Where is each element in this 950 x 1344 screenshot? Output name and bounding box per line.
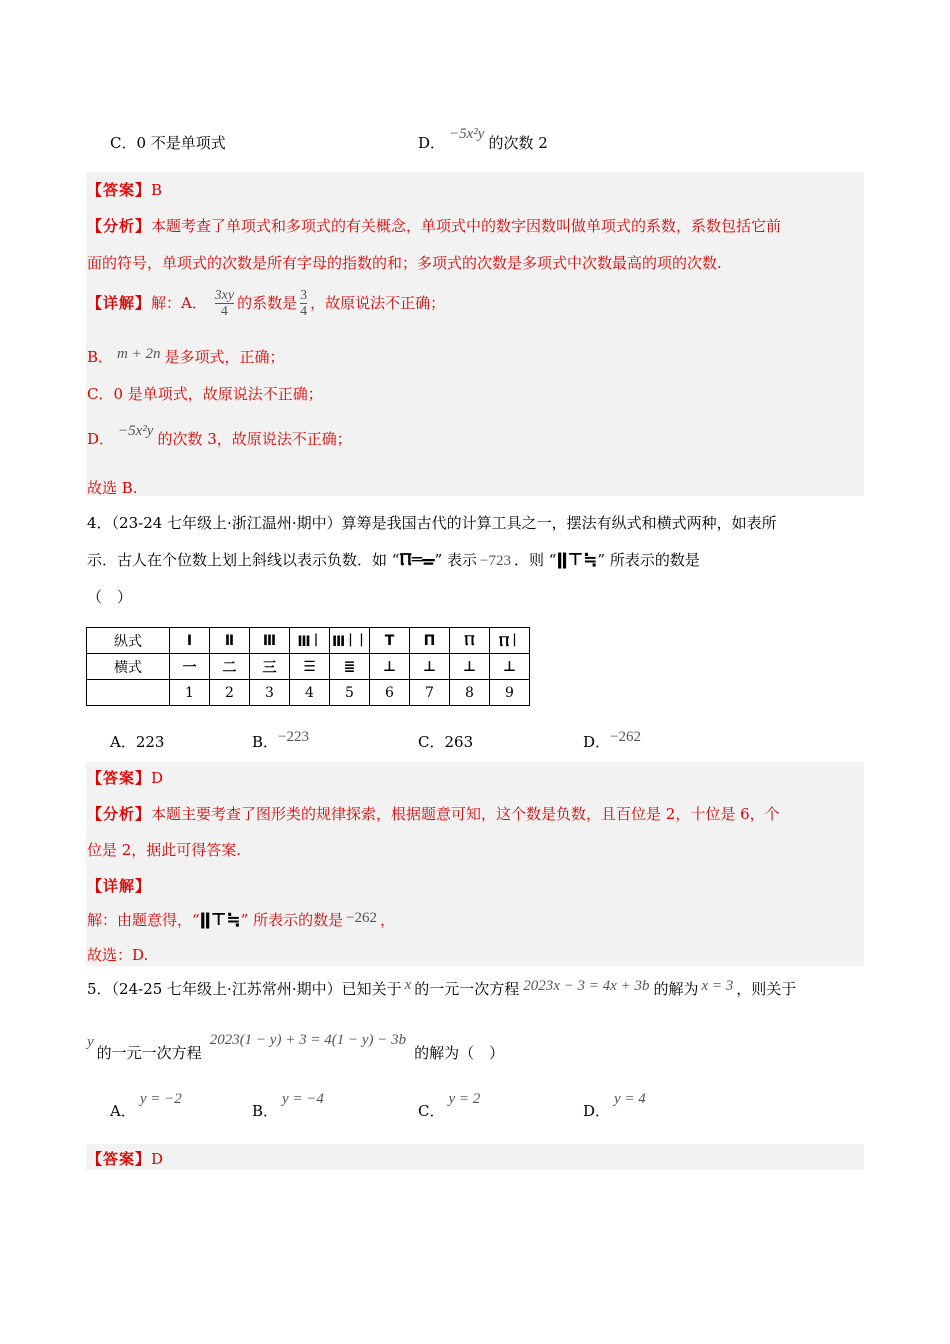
detail-line-b (87, 346, 285, 367)
table-cell: 三 (250, 654, 290, 680)
math-expr: m + 2n (117, 346, 161, 362)
row-label: 横式 (87, 654, 170, 680)
table-cell: ⊥ (490, 654, 530, 680)
analysis-text: 本题主要考查了图形类的规律探索，根据题意可知，这个数是负数，且百位是 2，十位是 6，个 (151, 805, 780, 823)
table-cell: 2 (210, 680, 250, 706)
answer-box-q5 (86, 1144, 864, 1170)
option-label: B． (252, 733, 279, 751)
detail-tag-line (87, 875, 151, 896)
q4-option-a (110, 731, 164, 752)
table-cell: ⊥ (370, 654, 410, 680)
option-label: A． (110, 733, 136, 751)
math-var: y (87, 1034, 94, 1050)
stem-text: 示．古人在个位数上划上斜线以表示负数．如 “ (87, 551, 400, 569)
detail-text: 的次数 3，故原说法不正确； (157, 430, 352, 448)
fraction-3xy-over-4 (215, 288, 234, 320)
answer-value: D (151, 1150, 164, 1168)
q4-stem-line-3: （ ） (87, 588, 133, 606)
answer-value: D (151, 769, 164, 787)
table-row-horizontal (87, 654, 530, 680)
option-label: B． (252, 1102, 279, 1120)
table-cell: Ⅲ (250, 628, 290, 654)
math-expr: −5x²y (449, 126, 485, 142)
table-cell: 9 (490, 680, 530, 706)
option-label: B． (87, 348, 114, 366)
option-value: 223 (135, 733, 165, 751)
option-value: y = −4 (282, 1091, 324, 1107)
table-cell: ⊥ (450, 654, 490, 680)
analysis-tag: 【分析】 (87, 217, 152, 235)
analysis-line-2: 位是 2，据此可得答案. (87, 841, 242, 859)
math-number: −723 (480, 553, 511, 569)
stem-text: ．则 “ (514, 551, 557, 569)
q4-stem-line-1: 4．（23-24 七年级上·浙江温州·期中）算筹是我国古代的计算工具之一，摆法有纵式和横式两种，如表所 (87, 514, 777, 532)
answer-line (87, 179, 162, 200)
option-label: C． (418, 1102, 445, 1120)
table-cell: 3 (250, 680, 290, 706)
answer-value: B (151, 181, 163, 199)
option-value: 263 (444, 733, 474, 751)
q4-option-d (583, 731, 641, 752)
option-label: A． (110, 1102, 136, 1120)
analysis-text: 本题考查了单项式和多项式的有关概念，单项式中的数字因数叫做单项式的系数，系数包括它前 (151, 217, 782, 235)
detail-text: 解：A． (151, 293, 207, 312)
stem-text: ” 表示 (434, 551, 478, 569)
detail-text: 是多项式，正确； (164, 348, 285, 366)
q5-option-b (252, 1091, 324, 1121)
detail-text: 解：由题意得，“ (87, 911, 200, 929)
option-value: y = 2 (448, 1091, 481, 1107)
table-cell: ≣ (330, 654, 370, 680)
table-cell: 6 (370, 680, 410, 706)
math-expr: −5x²y (118, 423, 154, 439)
option-value: y = 4 (614, 1091, 646, 1107)
option-value: −262 (610, 729, 641, 745)
table-cell: Ⅱ (210, 628, 250, 654)
q4-option-b (252, 731, 309, 752)
q3-option-d (418, 126, 548, 153)
stem-text: 的解为（ ） (414, 1044, 505, 1062)
table-cell: Ⅲ꒐꒐ (330, 628, 370, 654)
q5-option-d (583, 1091, 646, 1121)
q5-stem-line-1 (87, 978, 796, 999)
counting-rod-example: Ⲡ═ᚚ (399, 550, 435, 570)
option-label: D． (583, 733, 611, 751)
math-number: −262 (346, 910, 378, 926)
option-text: 的次数 2 (488, 134, 548, 152)
detail-text: ” 所表示的数是 (240, 911, 344, 929)
q4-option-c (418, 731, 473, 752)
analysis-line-1 (87, 803, 780, 824)
table-cell: 8 (450, 680, 490, 706)
counting-rod-question: ǁ⊤≒ (556, 550, 598, 570)
answer-tag: 【答案】 (87, 1150, 152, 1168)
answer-tag: 【答案】 (87, 181, 152, 199)
detail-line-d (87, 423, 352, 449)
conclusion: 故选：D. (87, 946, 149, 964)
detail-line (87, 909, 395, 930)
table-cell: 1 (170, 680, 210, 706)
conclusion: 故选 B. (87, 479, 138, 497)
q3-option-c: C．0 不是单项式 (110, 134, 226, 152)
option-label: D． (583, 1102, 611, 1120)
table-cell: 4 (290, 680, 330, 706)
table-cell: Ⅲ꒐ (290, 628, 330, 654)
answer-line (87, 1148, 163, 1169)
detail-text: 的系数是 (237, 293, 298, 312)
answer-box-q4 (86, 762, 864, 966)
option-label: D． (87, 430, 115, 448)
option-value: y = −2 (139, 1091, 182, 1107)
stem-text: 的一元一次方程 (414, 980, 520, 998)
detail-line-c: C．0 是单项式，故原说法不正确； (87, 385, 323, 403)
analysis-line-2: 面的符号，单项式的次数是所有字母的指数的和；多项式的次数是多项式中次数最高的项的次数. (87, 254, 722, 272)
math-solution: x = 3 (701, 978, 734, 994)
q5-option-a (110, 1091, 182, 1121)
stem-text: 5．（24-25 七年级上·江苏常州·期中）已知关于 (87, 980, 402, 998)
table-cell: ☰ (290, 654, 330, 680)
frac-num: 3xy (214, 288, 235, 303)
row-label: 纵式 (87, 628, 170, 654)
table-row-numbers (87, 680, 530, 706)
answer-line (87, 767, 163, 788)
counting-rod-question: ǁ⊤≒ (199, 910, 241, 930)
table-cell: Ⲡ꒐ (490, 628, 530, 654)
table-cell: Ⲡ (450, 628, 490, 654)
table-cell: Π (410, 628, 450, 654)
table-cell: 二 (210, 654, 250, 680)
counting-rod-table (86, 627, 530, 706)
analysis-line-1 (87, 215, 781, 236)
q4-stem-line-2 (87, 549, 700, 570)
table-cell: ⊥ (410, 654, 450, 680)
option-label: C． (418, 733, 445, 751)
fraction-3-over-4 (300, 288, 307, 320)
table-cell: 一 (170, 654, 210, 680)
frac-num: 3 (300, 288, 308, 303)
table-cell: Ⅰ (170, 628, 210, 654)
table-cell: Т (370, 628, 410, 654)
stem-text: 的解为 (653, 980, 699, 998)
stem-text: 的一元一次方程 (96, 1044, 202, 1062)
answer-tag: 【答案】 (87, 769, 152, 787)
q5-option-c (418, 1091, 481, 1121)
detail-tag: 【详解】 (87, 293, 152, 312)
table-cell: 5 (330, 680, 370, 706)
frac-den: 4 (220, 304, 228, 320)
q5-stem-line-2 (87, 1032, 505, 1063)
detail-text: ，故原说法不正确； (310, 293, 446, 312)
stem-text: ” 所表示的数是 (597, 551, 700, 569)
math-equation: 2023x − 3 = 4x + 3b (523, 978, 650, 994)
detail-line-a (87, 288, 445, 320)
table-cell: 7 (410, 680, 450, 706)
stem-text: ，则关于 (736, 980, 797, 998)
option-value: −223 (278, 729, 309, 745)
frac-den: 4 (300, 304, 308, 320)
option-label: D． (418, 134, 446, 152)
detail-text: ， (380, 911, 396, 929)
math-var: x (404, 977, 412, 993)
math-equation: 2023(1 − y) + 3 = 4(1 − y) − 3b (209, 1032, 407, 1048)
analysis-tag: 【分析】 (87, 805, 152, 823)
row-label (87, 680, 170, 706)
detail-tag: 【详解】 (87, 877, 152, 895)
table-row-vertical (87, 628, 530, 654)
